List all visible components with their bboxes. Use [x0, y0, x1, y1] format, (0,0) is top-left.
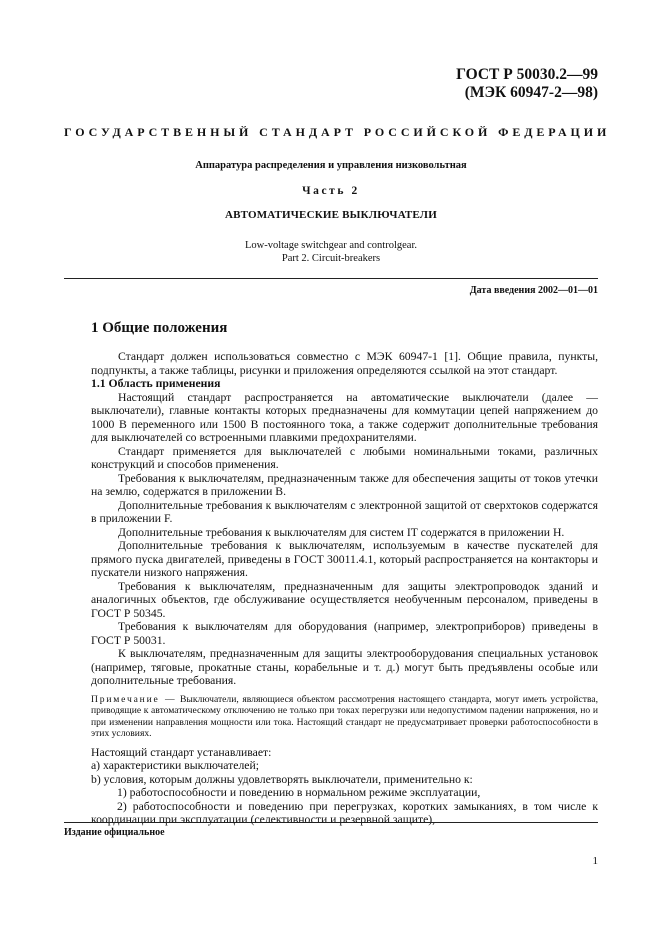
paragraph: Требования к выключателям, предназначенным для защиты электропроводок зданий и аналогичных объектов, где обслуживание осуществляется необученным персоналом, приведены в ГОСТ Р 50345.	[91, 579, 598, 620]
list-item-a: а) характеристики выключателей;	[91, 759, 259, 773]
paragraph: Дополнительные требования к выключателям с электронной защитой от сверхтоков содержатся в приложении F.	[91, 498, 598, 525]
english-title-line-2: Part 2. Circuit-breakers	[281, 252, 381, 264]
page-number: 1	[592, 855, 598, 867]
introduction-date: Дата введения 2002—01—01	[469, 285, 598, 296]
gost-designation	[456, 66, 598, 102]
official-edition-label: Издание официальное	[64, 827, 165, 838]
bottom-divider	[64, 822, 598, 823]
paragraph: Требования к выключателям, предназначенным также для обеспечения защиты от токов утечки на землю, содержатся в приложении В.	[91, 471, 598, 498]
paragraph: Дополнительные требования к выключателям для систем IT содержатся в приложении Н.	[118, 525, 565, 539]
note	[91, 694, 598, 740]
top-divider	[64, 278, 598, 279]
part-label: Часть 2	[302, 185, 360, 197]
note-label: Примечание —	[91, 693, 177, 705]
english-title-line-1: Low-voltage switchgear and controlgear.	[244, 240, 418, 251]
paragraph: Дополнительные требования к выключателям, используемым в качестве пускателей для прямого пуска двигателей, приведены в ГОСТ 30011.4.1, который распространяется на контакторы и пускатели низкого напряжения.	[91, 539, 598, 579]
subsection-title: 1.1 Область применения	[91, 377, 221, 390]
gost-number: ГОСТ Р 50030.2—99	[456, 66, 598, 83]
body-text	[91, 350, 598, 827]
main-title: АВТОМАТИЧЕСКИЕ ВЫКЛЮЧАТЕЛИ	[225, 209, 437, 221]
state-standard-title: ГОСУДАРСТВЕННЫЙ СТАНДАРТ РОССИЙСКОЙ ФЕДЕРАЦИИ	[64, 125, 611, 139]
note-text: Выключатели, являющиеся объектом рассмотрения настоящего стандарта, могут иметь устройства, приводящие к автоматическому отключению не только при токах перегрузки или недопустимом падении напряжения, но и при изменении направления мощности или тока. Настоящий стандарт не предусматривает проверки работоспособности в этих условиях.	[91, 693, 599, 740]
paragraph: Стандарт применяется для выключателей с любыми номинальными токами, различных конструкций и способов применения.	[91, 444, 598, 471]
paragraph: Стандарт должен использоваться совместно с МЭК 60947-1 [1]. Общие правила, пункты, подпункты, а также таблицы, рисунки и приложения определяются ссылкой на этот стандарт.	[91, 350, 598, 377]
list-item-b: b) условия, которым должны удовлетворять выключатели, применительно к:	[91, 772, 473, 786]
paragraph: Требования к выключателям для оборудования (например, электроприборов) приведены в ГОСТ Р 50031.	[91, 620, 598, 647]
paragraph: Настоящий стандарт распространяется на автоматические выключатели (далее — выключатели), главные контакты которых предназначены для коммутации цепей напряжением до 1000 В переменного или 1500 В постоянного тока, а также содержит дополнительные требования для выключателей со встроенными плавкими предохранителями.	[91, 390, 598, 444]
list-item-b2: 2) работоспособности и поведению при перегрузках, коротких замыканиях, в том числе к координации при эксплуатации (селективности и резервной защите),	[91, 799, 598, 827]
list-item-b1: 1) работоспособности и поведению в нормальном режиме эксплуатации,	[117, 786, 481, 800]
section-title: 1 Общие положения	[91, 320, 228, 336]
list-intro: Настоящий стандарт устанавливает:	[91, 745, 272, 759]
document-subtitle: Аппаратура распределения и управления низковольтная	[195, 160, 467, 171]
paragraph: К выключателям, предназначенным для защиты электрооборудования специальных установок (например, тяговые, прокатные станы, корабельные и т. д.) могут быть предъявлены особые или дополнительные требования.	[91, 647, 598, 687]
iec-number: (МЭК 60947-2—98)	[464, 84, 598, 101]
english-title	[64, 240, 598, 265]
